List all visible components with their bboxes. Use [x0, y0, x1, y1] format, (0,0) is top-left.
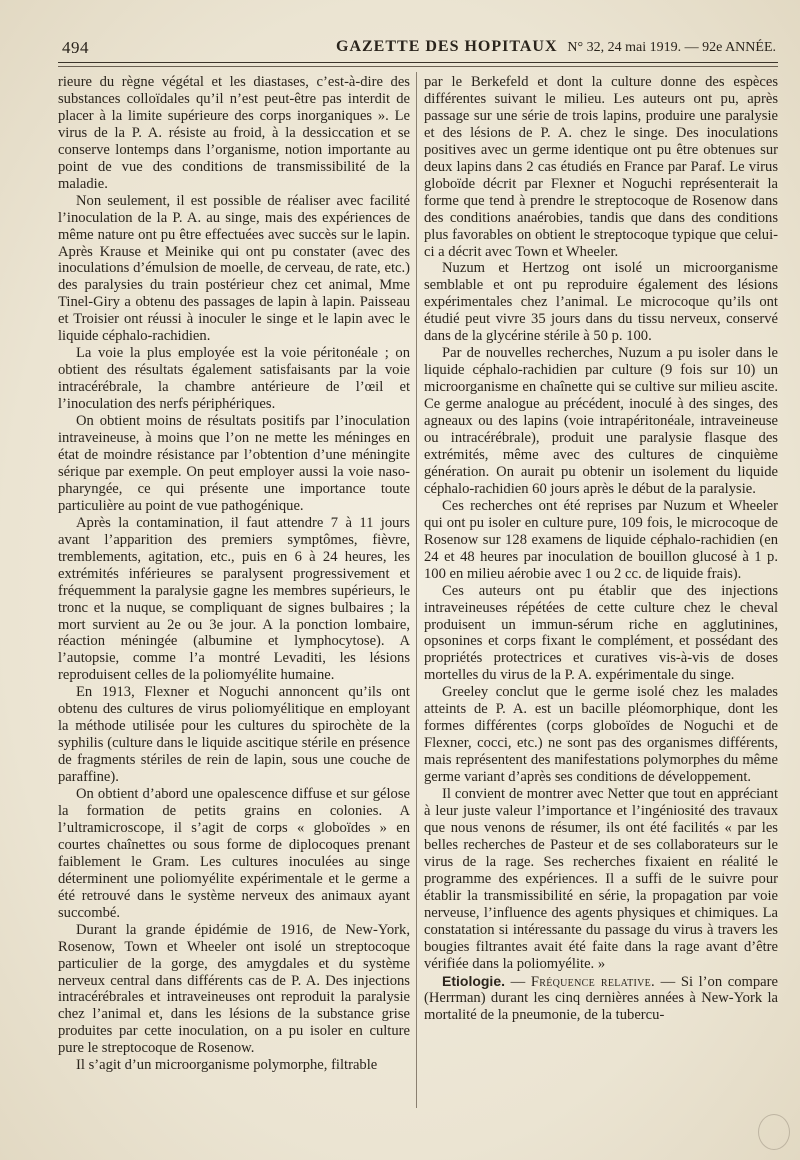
- paragraph: Ces recherches ont été reprises par Nuzum et Wheeler qui ont pu isoler en culture pure, 109 fois, le microcoque de Rosenow sur 128 examens de liquide céphalo-rachidien (en 24 et 48 heures par inoculation de bouillon glucosé à 1 p. 100 en milieu aérobie avec 1 ou 2 cc. de liquide frais).: [424, 497, 778, 582]
- right-column: [424, 74, 778, 1024]
- paragraph: rieure du règne végétal et les diastases, c’est-à-dire des substances colloïdales qu’il n’est peut-être pas interdit de placer à la limite supérieure des corps inorganiques ». Le virus de la P. A. résiste au froid, à la dessiccation et se conserve lontemps dans l’organisme, notion importante au point de vue des conditions de transmissibilité de la maladie.: [58, 74, 410, 192]
- paragraph: En 1913, Flexner et Noguchi annoncent qu’ils ont obtenu des cultures de virus poliomyélitique en employant la méthode utilisée pour les cultures du spirochète de la syphilis (culture dans le liquide ascitique stérile en présence de fragments stériles de rein de lapin, sous une couche de paraffine).: [58, 684, 410, 786]
- paragraph: On obtient moins de résultats positifs par l’inoculation intraveineuse, à moins que l’on ne mette les méninges en état de moindre résistance par l’obtention d’une méningite sérique par exemple. On peut employer aussi la voie naso-pharyngée, ce qui présente une importance toute particulière au point de vue pathogénique.: [58, 413, 410, 514]
- paragraph: La voie la plus employée est la voie péritonéale ; on obtient des résultats également satisfaisants par la voie intracérébrale, la chambre antérieure de l’œil et l’inoculation des nerfs périphériques.: [58, 345, 410, 413]
- paper-stain: [758, 1114, 790, 1150]
- paragraph: On obtient d’abord une opalescence diffuse et sur gélose la formation de petits grains en colonies. A l’ultramicroscope, il s’agit de corps « globoïdes » en courtes chaînettes ou sous forme de diplocoques prenant faiblement le Gram. Les cultures inoculées au singe déterminent une poliomyélite expérimentale et le germe a été retrouvé dans le système nerveux des animaux ayant succombé.: [58, 786, 410, 921]
- paragraph: Après la contamination, il faut attendre 7 à 11 jours avant l’apparition des premiers symptômes, fièvre, tremblements, agitation, etc., puis en 6 à 24 heures, les extrémités inférieures se paralysent progressivement et fréquemment la paralysie gagne les membres supérieurs, le tronc et la nuque, se compliquant de signes bulbaires ; la mort survient au 2e ou 3e jour. A la ponction lombaire, réaction méningée (albumine et lymphocytose). A l’autopsie, comme l’a montré Levaditi, les lésions reproduisent celles de la poliomyélite humaine.: [58, 514, 410, 684]
- issue-info: N° 32, 24 mai 1919. — 92e ANNÉE.: [567, 40, 776, 55]
- journal-title: GAZETTE DES HOPITAUX: [336, 38, 558, 55]
- paragraph: Greeley conclut que le germe isolé chez les malades atteints de P. A. est un bacille pléomorphique, dont les formes différentes (corps globoïdes de Noguchi et de Flexner, cocci, etc.) ne sont pas des organismes différents, mais représentent des manifestations polymorphes du même germe variant d’après ses conditions de développement.: [424, 684, 778, 786]
- paragraph: Il s’agit d’un microorganisme polymorphe, filtrable: [76, 1057, 378, 1074]
- page-header: [56, 34, 776, 58]
- paragraph: Par de nouvelles recherches, Nuzum a pu isoler dans le liquide céphalo-rachidien par culture (9 fois sur 10) un microorganisme en chaînette qui se cultive sur milieu ascite. Ce germe analogue au précédent, inoculé à des singes, des agneaux ou des lapins (voie intrapéritonéale, intraveineuse ou intracérébrale), produit une paralysie flasque des extrémités, même avec des cultures de cinquième génération. On aurait pu obtenir un isolement du liquide céphalo-rachidien 60 jours après le début de la paralysie.: [424, 345, 778, 497]
- paragraph: par le Berkefeld et dont la culture donne des espèces différentes suivant le milieu. Les auteurs ont pu, après passage sur une série de trois lapins, produire une paralysie et des lésions de P. A. chez le singe. Des inoculations positives avec un germe identique ont pu être obtenues sur deux lapins dans 2 cas étudiés en France par Paraf. Le virus globoïde décrit par Flexner et Noguchi représenterait la forme que tend à prendre le streptocoque de Rosenow dans des conditions anaérobies, tandis que dans des conditions plus favorables on obtient le streptocoque typique que celui-ci a décrit avec Town et Wheeler.: [424, 74, 778, 260]
- page-number: 494: [62, 38, 89, 57]
- etiology-heading: Etiologie.: [442, 972, 505, 989]
- column-divider: [416, 72, 417, 1108]
- etiology-dash: —: [505, 973, 531, 990]
- paragraph: Il convient de montrer avec Netter que tout en appréciant à leur juste valeur l’importance et l’ingéniosité des travaux que nous venons de résumer, ils ont été facilités « par les belles recherches de Pasteur et de ses collaborateurs sur le virus de la rage. Ses recherches fixaient en réalité le programme des expériences. Il a suffi de le suivre pour établir la transmissibilité en série, la propagation par voie nerveuse, l’influence des agents physiques et chimiques. La constatation si intéressante du passage du virus à travers les bougies filtrantes avait été faite dans la rage avant d’être vérifiée dans la poliomyélite. »: [424, 786, 778, 972]
- paragraph: Ces auteurs ont pu établir que des injections intraveineuses répétées de cette culture chez le cheval produisent un immun-sérum riche en agglutinines, opsonines et corps fixant le complément, et possédant des propriétés protectrices et curatives vis-à-vis de doses mortelles du virus de la P. A. expérimentale du singe.: [424, 582, 778, 684]
- right-paragraphs: [424, 74, 778, 973]
- paragraph: Durant la grande épidémie de 1916, de New-York, Rosenow, Town et Wheeler ont isolé un streptocoque particulier de la gorge, des amygdales et du système nerveux central dans différents cas de P. A. Des injections intracérébrales et intraveineuses ont reproduit la paralysie chez l’animal et, dans les lésions de la substance grise produites par cette inoculation, on a pu isoler en culture pure le streptocoque de Rosenow.: [58, 921, 410, 1057]
- paragraph: Non seulement, il est possible de réaliser avec facilité l’inoculation de la P. A. au singe, mais des expériences de même nature ont pu être effectuées avec succès sur le lapin. Après Krause et Meinike qui ont pu constater (avec des inoculations d’émulsion de moelle, de cerveau, de rate, etc.) des paralysies du train postérieur chez cet animal, Mme Tinel-Giry a obtenu des passages de lapin à lapin. Paisseau et Troisier ont réussi à inoculer le singe et le lapin avec le liquide céphalo-rachidien.: [58, 192, 410, 345]
- paragraph: Nuzum et Hertzog ont isolé un microorganisme semblable et ont pu reproduire également des lésions expérimentales chez l’animal. Le microcoque qu’ils ont étudié peut vivre 35 jours dans du tissu nerveux, conservé dans de la glycérine stérile à 50 p. 100.: [424, 260, 778, 345]
- etiology-paragraph: [424, 973, 778, 1025]
- etiology-subheading: Fréquence relative.: [530, 973, 656, 990]
- etiology-dash-2: —: [655, 973, 681, 990]
- left-column: [58, 74, 410, 1074]
- header-rule-thin: [58, 66, 778, 67]
- header-rule: [58, 62, 778, 63]
- etiology-text: Si l’on compare (Herrman) durant les cinq dernières années à New-York la mortalité de la pneumonie, de la tubercu-: [424, 973, 778, 1024]
